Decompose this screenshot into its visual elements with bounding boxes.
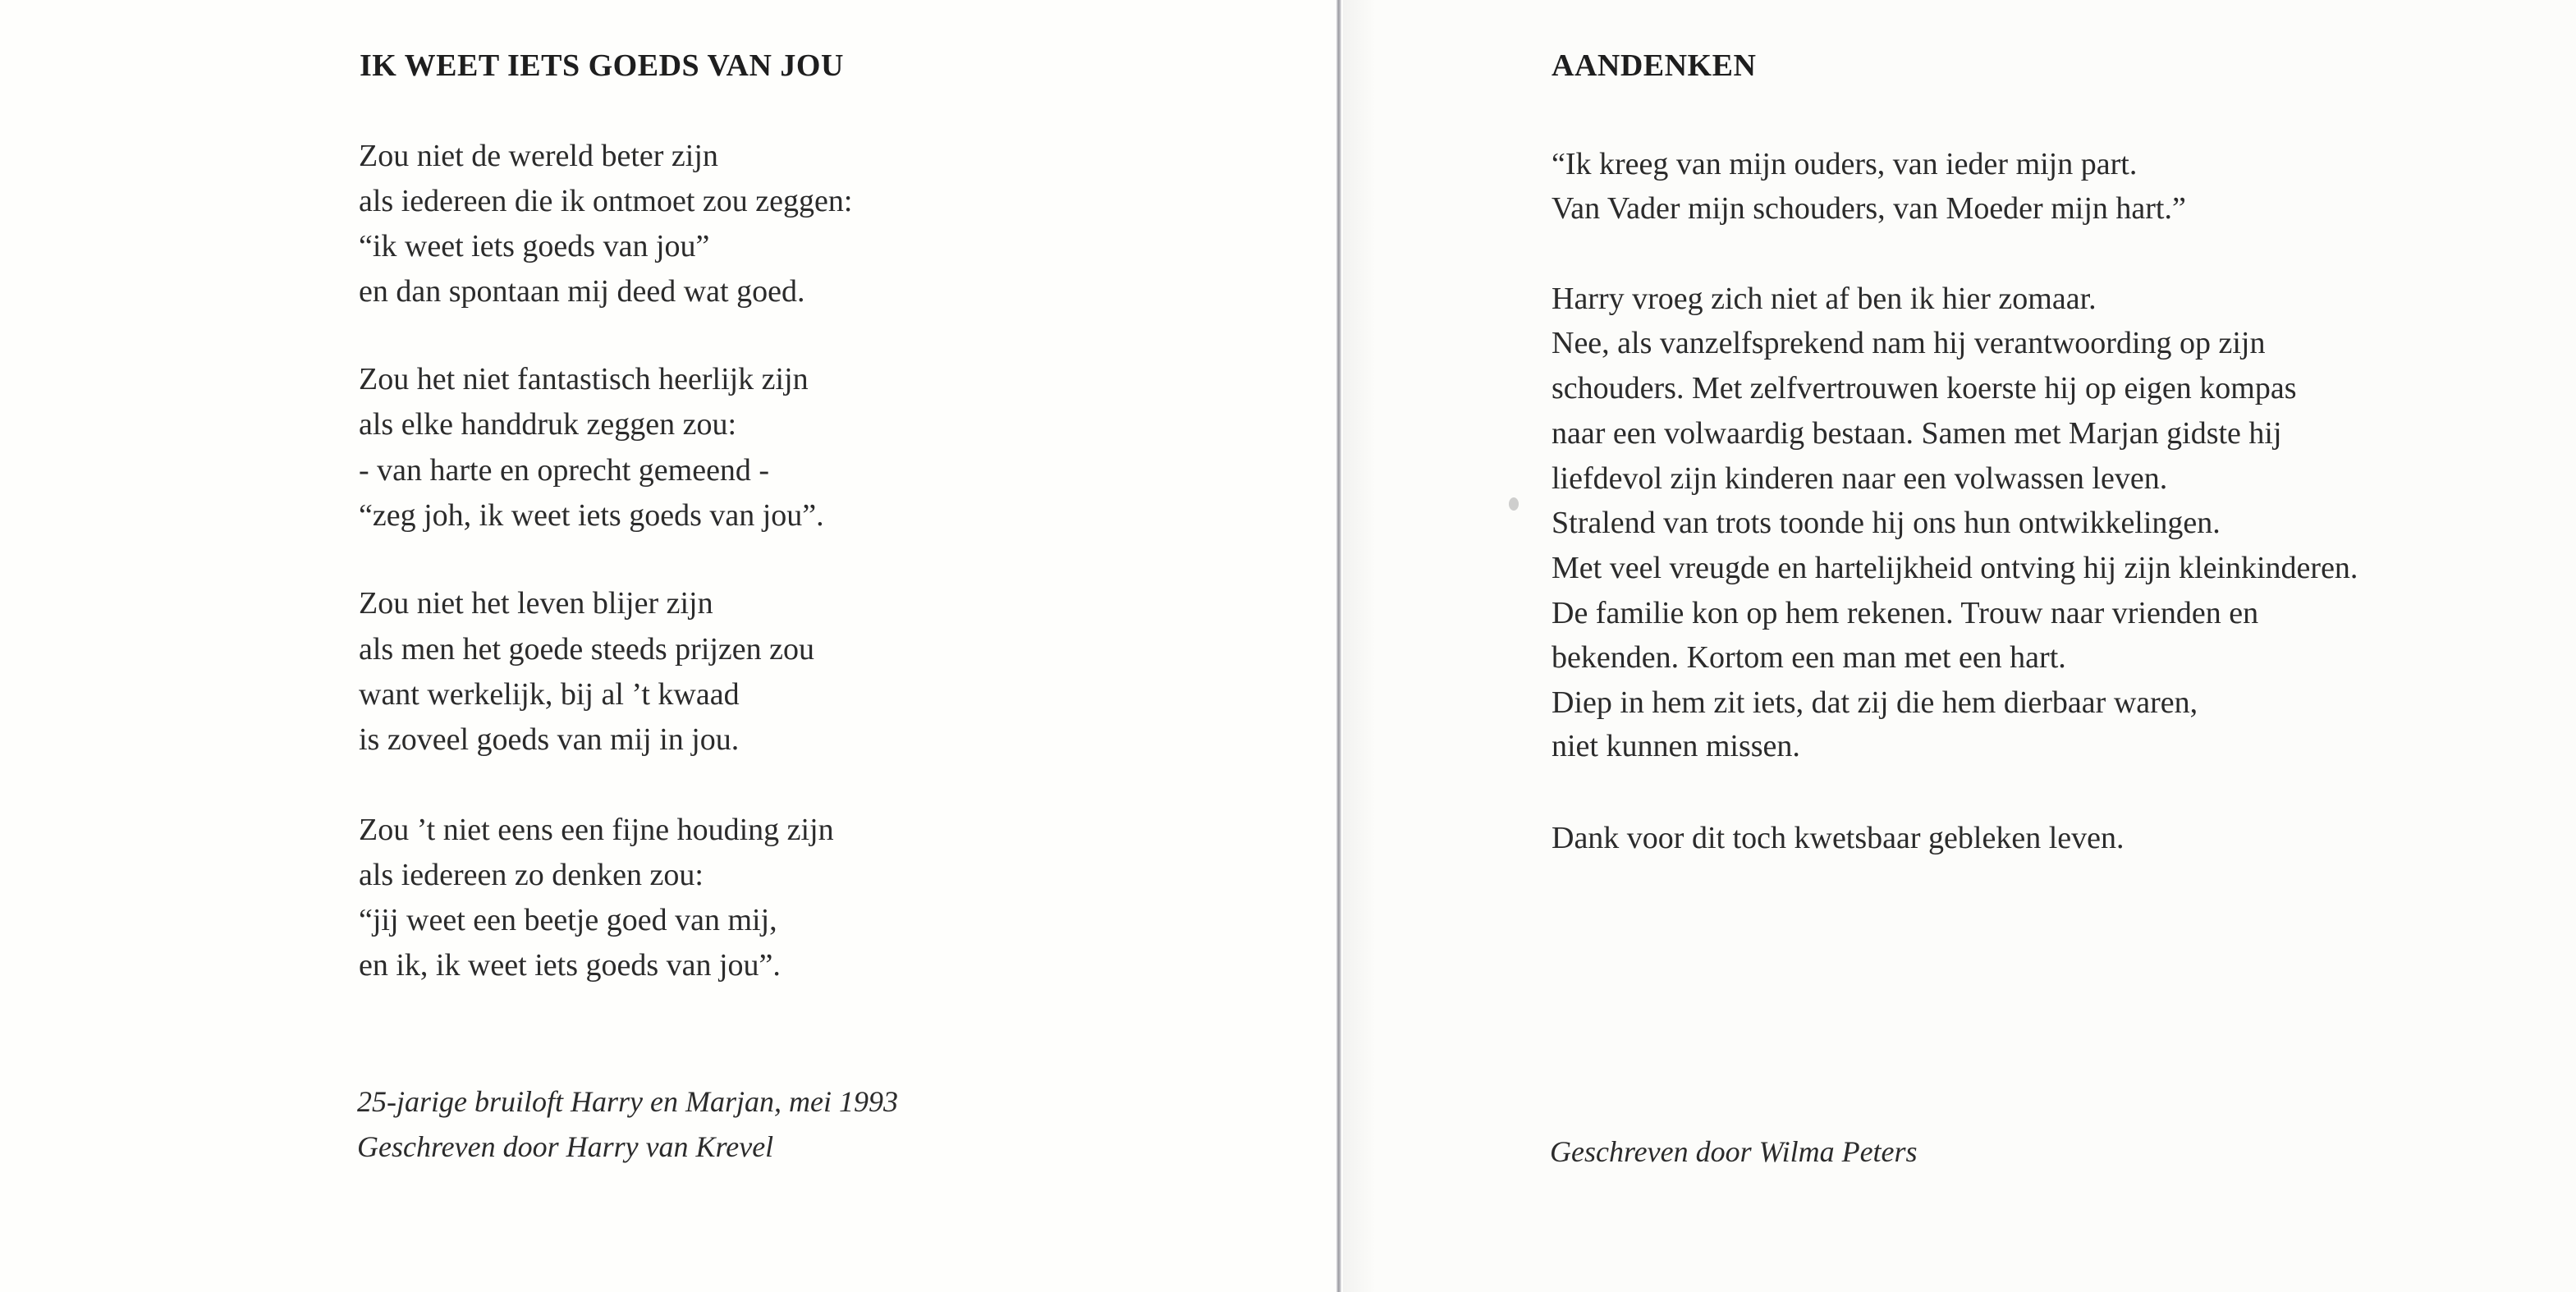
body-line: niet kunnen missen. bbox=[1552, 729, 1800, 763]
poem-line: Zou niet de wereld beter zijn bbox=[359, 139, 718, 173]
quote-line: “Ik kreeg van mijn ouders, van ieder mijn part. bbox=[1552, 147, 2138, 181]
poem-line: “jij weet een beetje goed van mij, bbox=[359, 903, 777, 937]
poem-line: “zeg joh, ik weet iets goeds van jou”. bbox=[359, 498, 824, 533]
poem-line: Zou ’t niet eens een fijne houding zijn bbox=[359, 813, 834, 847]
poem-line: en dan spontaan mij deed wat goed. bbox=[359, 274, 805, 309]
body-line: Stralend van trots toonde hij ons hun ontwikkelingen. bbox=[1552, 506, 2221, 540]
body-line: Harry vroeg zich niet af ben ik hier zomaar. bbox=[1552, 282, 2097, 316]
poem-line: - van harte en oprecht gemeend - bbox=[359, 453, 770, 488]
poem-title: IK WEET IETS GOEDS VAN JOU bbox=[360, 48, 844, 83]
poem-line: als elke handdruk zeggen zou: bbox=[359, 407, 737, 442]
fold-shadow bbox=[1343, 0, 1376, 1292]
poem-line: is zoveel goeds van mij in jou. bbox=[359, 722, 740, 757]
body-line: schouders. Met zelfvertrouwen koerste hij op eigen kompas bbox=[1552, 371, 2297, 405]
poem-line: Zou het niet fantastisch heerlijk zijn bbox=[359, 362, 809, 396]
closing-line: Dank voor dit toch kwetsbaar gebleken leven. bbox=[1552, 821, 2125, 855]
poem-author: Geschreven door Harry van Krevel bbox=[357, 1130, 774, 1163]
quote-line: Van Vader mijn schouders, van Moeder mijn hart.” bbox=[1552, 191, 2186, 226]
poem-line: “ik weet iets goeds van jou” bbox=[359, 229, 710, 263]
poem-line: als iedereen die ik ontmoet zou zeggen: bbox=[359, 184, 853, 218]
memorial-author: Geschreven door Wilma Peters bbox=[1550, 1135, 1918, 1168]
page-fold-divider bbox=[1336, 0, 1341, 1292]
body-line: Diep in hem zit iets, dat zij die hem dierbaar waren, bbox=[1552, 685, 2198, 720]
body-line: bekenden. Kortom een man met een hart. bbox=[1552, 640, 2066, 675]
body-line: Met veel vreugde en hartelijkheid ontving hij zijn kleinkinderen. bbox=[1552, 551, 2358, 585]
paper-smudge bbox=[1509, 497, 1519, 511]
body-line: Nee, als vanzelfsprekend nam hij verantwoording op zijn bbox=[1552, 326, 2266, 360]
poem-line: Zou niet het leven blijer zijn bbox=[359, 586, 713, 621]
poem-line: als men het goede steeds prijzen zou bbox=[359, 632, 815, 667]
poem-dedication: 25-jarige bruiloft Harry en Marjan, mei 1993 bbox=[357, 1085, 898, 1118]
poem-line: als iedereen zo denken zou: bbox=[359, 858, 704, 892]
body-line: De familie kon op hem rekenen. Trouw naar vrienden en bbox=[1552, 596, 2259, 630]
poem-line: en ik, ik weet iets goeds van jou”. bbox=[359, 948, 781, 983]
body-line: naar een volwaardig bestaan. Samen met Marjan gidste hij bbox=[1552, 416, 2282, 451]
body-line: liefdevol zijn kinderen naar een volwassen leven. bbox=[1552, 461, 2168, 496]
memorial-title: AANDENKEN bbox=[1552, 48, 1757, 83]
poem-line: want werkelijk, bij al ’t kwaad bbox=[359, 677, 740, 712]
